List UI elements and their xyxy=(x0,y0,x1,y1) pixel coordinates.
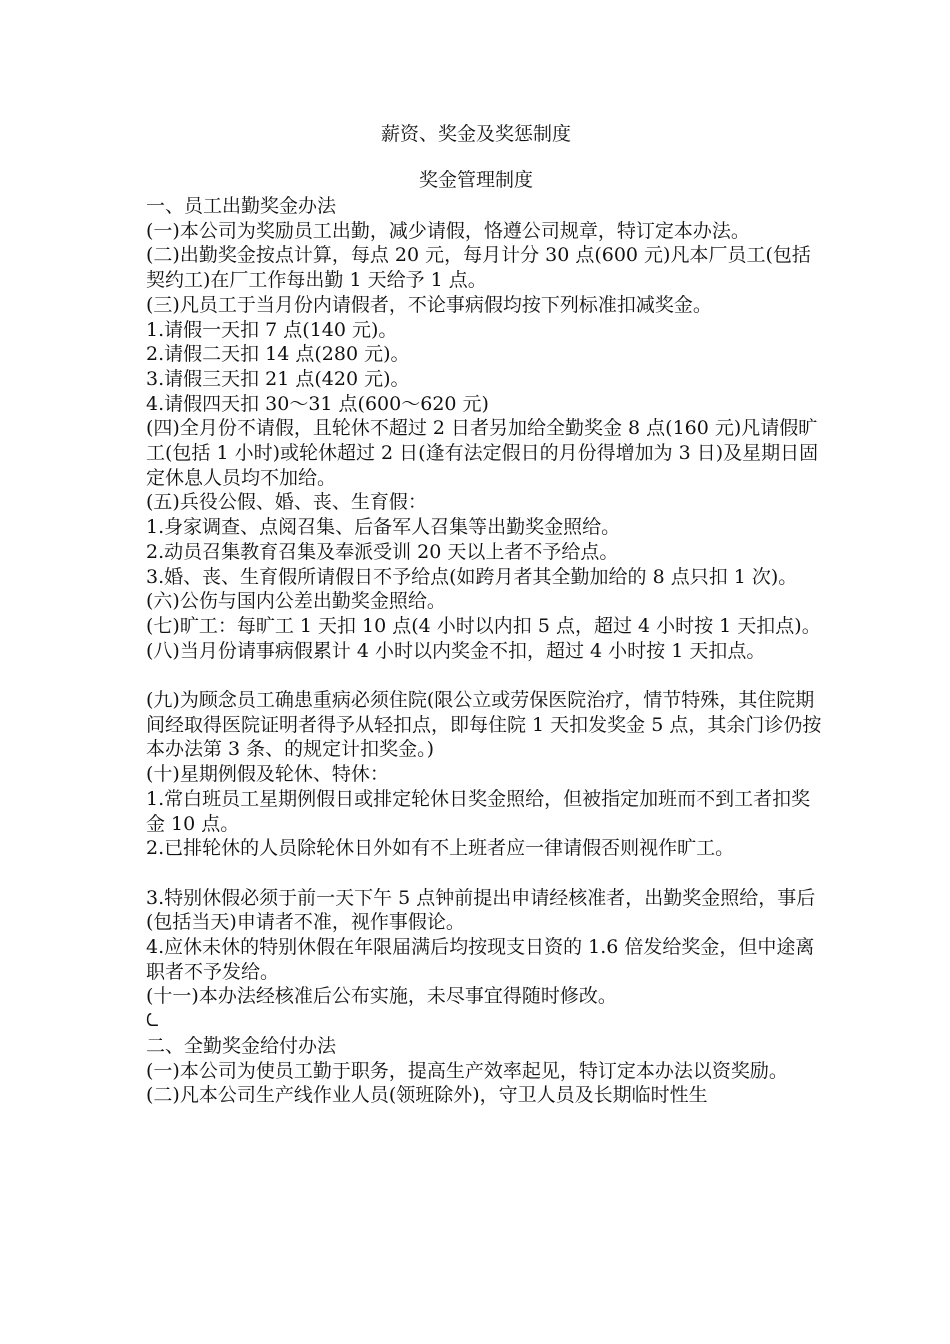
list-item: 2.请假二天扣 14 点(280 元)。 xyxy=(146,343,410,366)
clause: (一)本公司为使员工勤于职务，提高生产效率起见，特订定本办法以资奖励。 xyxy=(146,1059,788,1082)
section-title: 奖金管理制度 xyxy=(418,169,533,191)
decorative-mark-icon: ᘇ xyxy=(146,1010,159,1032)
list-item: 3.婚、丧、生育假所请假日不予给点(如跨月者其全勤加给的 8 点只扣 1 次)。 xyxy=(146,565,798,588)
list-item: 1.常白班员工星期例假日或排定轮休日奖金照给，但被指定加班而不到工者扣奖金 10 点。 xyxy=(146,787,811,835)
clause: (十)星期例假及轮休、特休： xyxy=(146,763,389,786)
heading-full-attendance-bonus: 二、全勤奖金给付办法 xyxy=(146,1034,337,1057)
list-item: 3.特别休假必须于前一天下午 5 点钟前提出申请经核准者，出勤奖金照给，事后(包括当天)申请者不准，视作事假论。 xyxy=(146,886,816,934)
clause: (二)出勤奖金按点计算，每点 20 元，每月计分 30 点(600 元)凡本厂员工(包括契约工)在厂工作每出勤 1 天给予 1 点。 xyxy=(146,244,811,292)
document-page xyxy=(146,120,826,1108)
list-item: 1.身家调查、点阅召集、后备军人召集等出勤奖金照给。 xyxy=(146,516,621,539)
clause: (三)凡员工于当月份内请假者，不论事病假均按下列标准扣减奖金。 xyxy=(146,293,712,316)
clause: (四)全月份不请假，且轮休不超过 2 日者另加给全勤奖金 8 点(160 元)凡请假旷工(包括 1 小时)或轮休超过 2 日(逢有法定假日的月份得增加为 3 日)及星期日固定休息人员均不加给。 xyxy=(146,417,819,489)
clause: (六)公伤与国内公差出勤奖金照给。 xyxy=(146,590,446,613)
list-item: 2.已排轮休的人员除轮休日外如有不上班者应一律请假否则视作旷工。 xyxy=(146,837,735,860)
clause: (九)为顾念员工确患重病必须住院(限公立或劳保医院治疗，情节特殊，其住院期间经取得医院证明者得予从轻扣点，即每住院 1 天扣发奖金 5 点，其余门诊仍按本办法第 3 条、的规定计扣奖金。) xyxy=(146,689,822,761)
list-item: 1.请假一天扣 7 点(140 元)。 xyxy=(146,318,398,341)
list-item: 2.动员召集教育召集及奉派受训 20 天以上者不予给点。 xyxy=(146,540,619,563)
list-item: 4.请假四天扣 30～31 点(600～620 元) xyxy=(146,392,489,415)
clause: (五)兵役公假、婚、丧、生育假： xyxy=(146,491,427,514)
clause: (二)凡本公司生产线作业人员(领班除外)，守卫人员及长期临时性生 xyxy=(146,1084,708,1107)
clause: (八)当月份请事病假累计 4 小时以内奖金不扣，超过 4 小时按 1 天扣点。 xyxy=(146,639,766,662)
heading-attendance-bonus: 一、员工出勤奖金办法 xyxy=(146,195,337,217)
clause: (十一)本办法经核准后公布实施，未尽事宜得随时修改。 xyxy=(146,985,617,1008)
clause: (七)旷工：每旷工 1 天扣 10 点(4 小时以内扣 5 点，超过 4 小时按 1 天扣点)。 xyxy=(146,614,821,637)
clause: (一)本公司为奖励员工出勤，减少请假，恪遵公司规章，特订定本办法。 xyxy=(146,219,750,242)
list-item: 3.请假三天扣 21 点(420 元)。 xyxy=(146,367,410,390)
list-item: 4.应休未休的特别休假在年限届满后均按现支日资的 1.6 倍发给奖金，但中途离职者不予发给。 xyxy=(146,936,815,983)
document-title: 薪资、奖金及奖惩制度 xyxy=(380,123,571,145)
